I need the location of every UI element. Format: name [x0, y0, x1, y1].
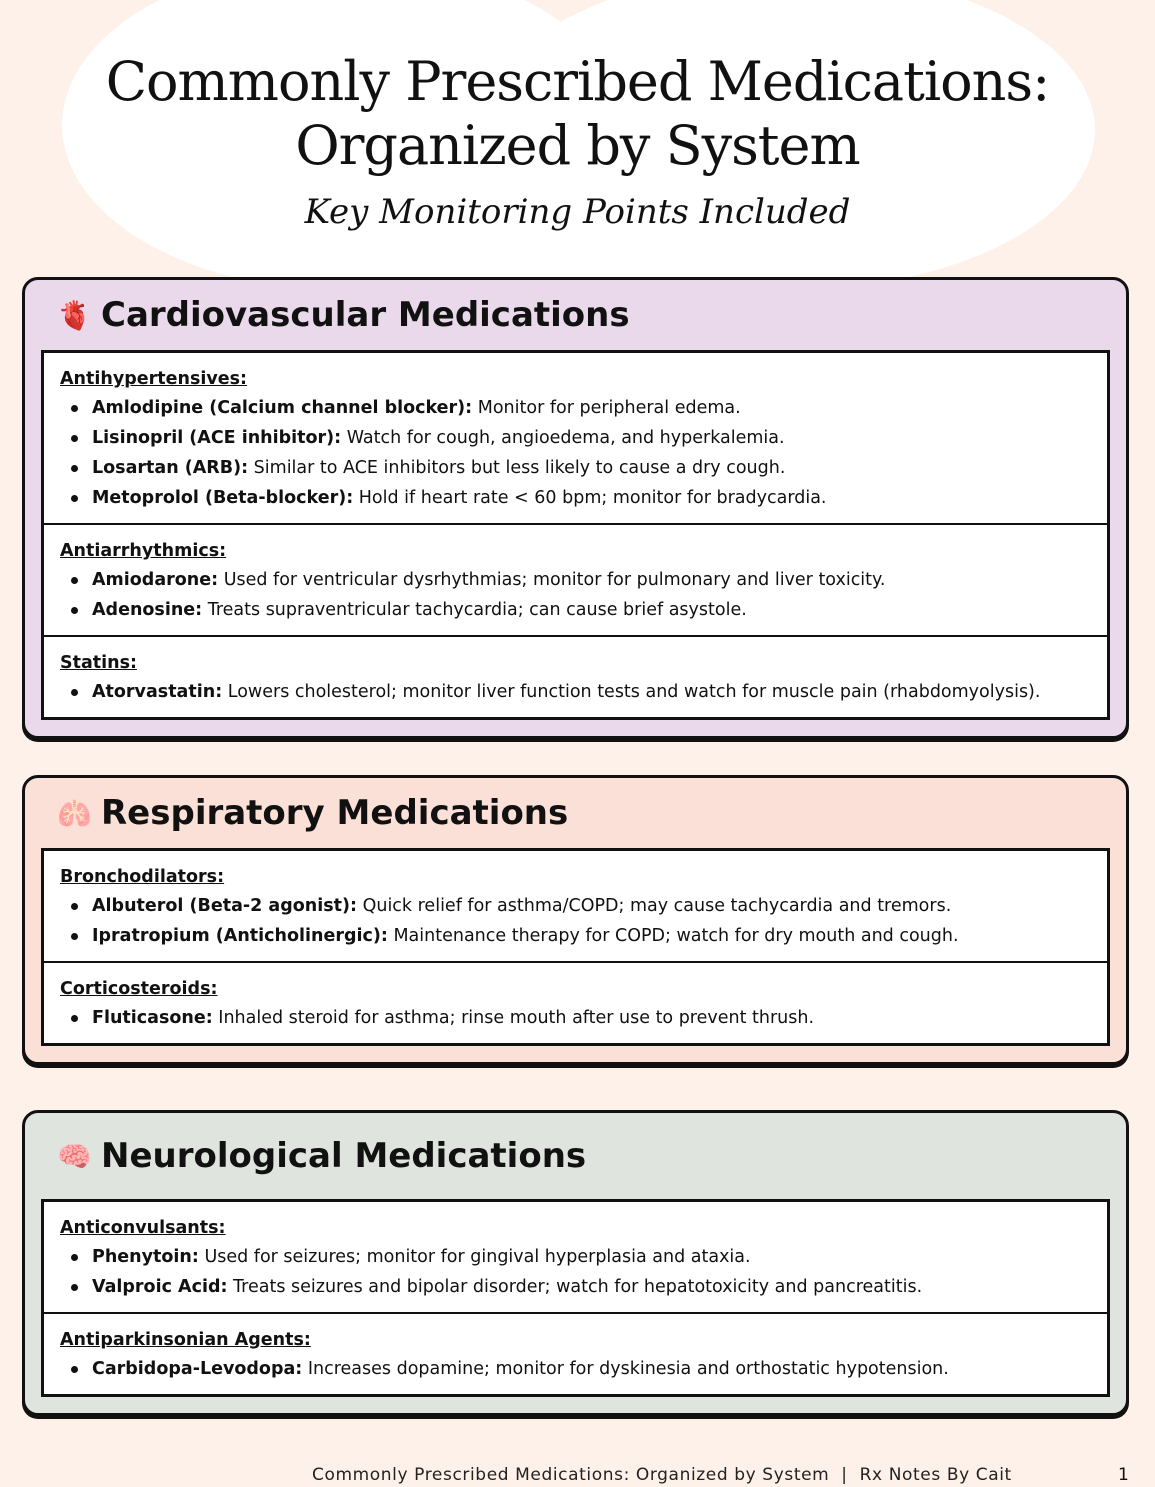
drug-name: Metoprolol (Beta-blocker): [92, 488, 354, 508]
lungs-icon: 🫁 [57, 796, 92, 830]
section-header [25, 1113, 1126, 1199]
group-heading: Bronchodilators: [60, 867, 225, 887]
drug-name: Carbidopa-Levodopa: [92, 1359, 303, 1379]
drug-note: Used for seizures; monitor for gingival hyperplasia and ataxia. [198, 1247, 751, 1267]
footer-text: Commonly Prescribed Medications: Organized by System | Rx Notes By Cait [312, 1465, 1012, 1485]
section-header [25, 778, 1126, 848]
page-title [0, 50, 1155, 178]
section-title: Neurological Medications [101, 1136, 587, 1176]
drug-note: Used for ventricular dysrhythmias; monitor for pulmonary and liver toxicity. [218, 570, 886, 590]
drug-note: Inhaled steroid for asthma; rinse mouth after use to prevent thrush. [212, 1008, 815, 1028]
group-heading: Anticonvulsants: [60, 1218, 226, 1238]
list-item [60, 1354, 1091, 1384]
section-heart [22, 277, 1129, 739]
drug-note: Similar to ACE inhibitors but less likely to cause a dry cough. [248, 458, 786, 478]
group-heading: Corticosteroids: [60, 979, 218, 999]
title-line-1: Commonly Prescribed Medications: [105, 50, 1050, 113]
med-group [44, 961, 1107, 1043]
list-item [60, 921, 1091, 951]
list-item [60, 1003, 1091, 1033]
med-group [44, 353, 1107, 523]
list-item [60, 1242, 1091, 1272]
list-item [60, 1272, 1091, 1302]
list-item [60, 565, 1091, 595]
section-content [41, 350, 1110, 720]
section-brain [22, 1110, 1129, 1416]
section-header [25, 280, 1126, 350]
drug-name: Amiodarone: [92, 570, 219, 590]
drug-name: Phenytoin: [92, 1247, 199, 1267]
section-lungs [22, 775, 1129, 1065]
drug-note: Treats seizures and bipolar disorder; watch for hepatotoxicity and pancreatitis. [227, 1277, 923, 1297]
section-title: Cardiovascular Medications [101, 295, 630, 335]
med-group [44, 851, 1107, 961]
brain-icon: 🧠 [57, 1139, 92, 1173]
group-heading: Antiarrhythmics: [60, 541, 227, 561]
list-item [60, 891, 1091, 921]
drug-name: Valproic Acid: [92, 1277, 228, 1297]
section-content [41, 1199, 1110, 1397]
drug-note: Quick relief for asthma/COPD; may cause tachycardia and tremors. [357, 896, 952, 916]
page-subtitle: Key Monitoring Points Included [304, 192, 851, 232]
section-content [41, 848, 1110, 1046]
heart-icon: 🫀 [57, 298, 92, 332]
drug-note: Monitor for peripheral edema. [472, 398, 741, 418]
drug-note: Maintenance therapy for COPD; watch for dry mouth and cough. [387, 926, 959, 946]
page-number: 1 [1118, 1465, 1129, 1485]
drug-note: Lowers cholesterol; monitor liver function tests and watch for muscle pain (rhabdomyolysis). [222, 682, 1041, 702]
med-group [44, 635, 1107, 717]
med-group [44, 1312, 1107, 1394]
drug-note: Increases dopamine; monitor for dyskinesia and orthostatic hypotension. [302, 1359, 949, 1379]
group-heading: Antiparkinsonian Agents: [60, 1330, 311, 1350]
group-heading: Statins: [60, 653, 138, 673]
list-item [60, 453, 1091, 483]
title-line-2: Organized by System [295, 114, 860, 177]
list-item [60, 677, 1091, 707]
drug-name: Albuterol (Beta-2 agonist): [92, 896, 358, 916]
drug-note: Watch for cough, angioedema, and hyperkalemia. [341, 428, 785, 448]
section-title: Respiratory Medications [101, 793, 569, 833]
list-item [60, 423, 1091, 453]
drug-note: Treats supraventricular tachycardia; can cause brief asystole. [202, 600, 747, 620]
med-group [44, 1202, 1107, 1312]
med-group [44, 523, 1107, 635]
drug-name: Fluticasone: [92, 1008, 213, 1028]
group-heading: Antihypertensives: [60, 369, 248, 389]
drug-note: Hold if heart rate < 60 bpm; monitor for bradycardia. [353, 488, 827, 508]
drug-name: Atorvastatin: [92, 682, 223, 702]
list-item [60, 483, 1091, 513]
drug-name: Losartan (ARB): [92, 458, 249, 478]
drug-name: Lisinopril (ACE inhibitor): [92, 428, 342, 448]
drug-name: Ipratropium (Anticholinergic): [92, 926, 388, 946]
drug-name: Adenosine: [92, 600, 203, 620]
drug-name: Amlodipine (Calcium channel blocker): [92, 398, 473, 418]
list-item [60, 595, 1091, 625]
list-item [60, 393, 1091, 423]
